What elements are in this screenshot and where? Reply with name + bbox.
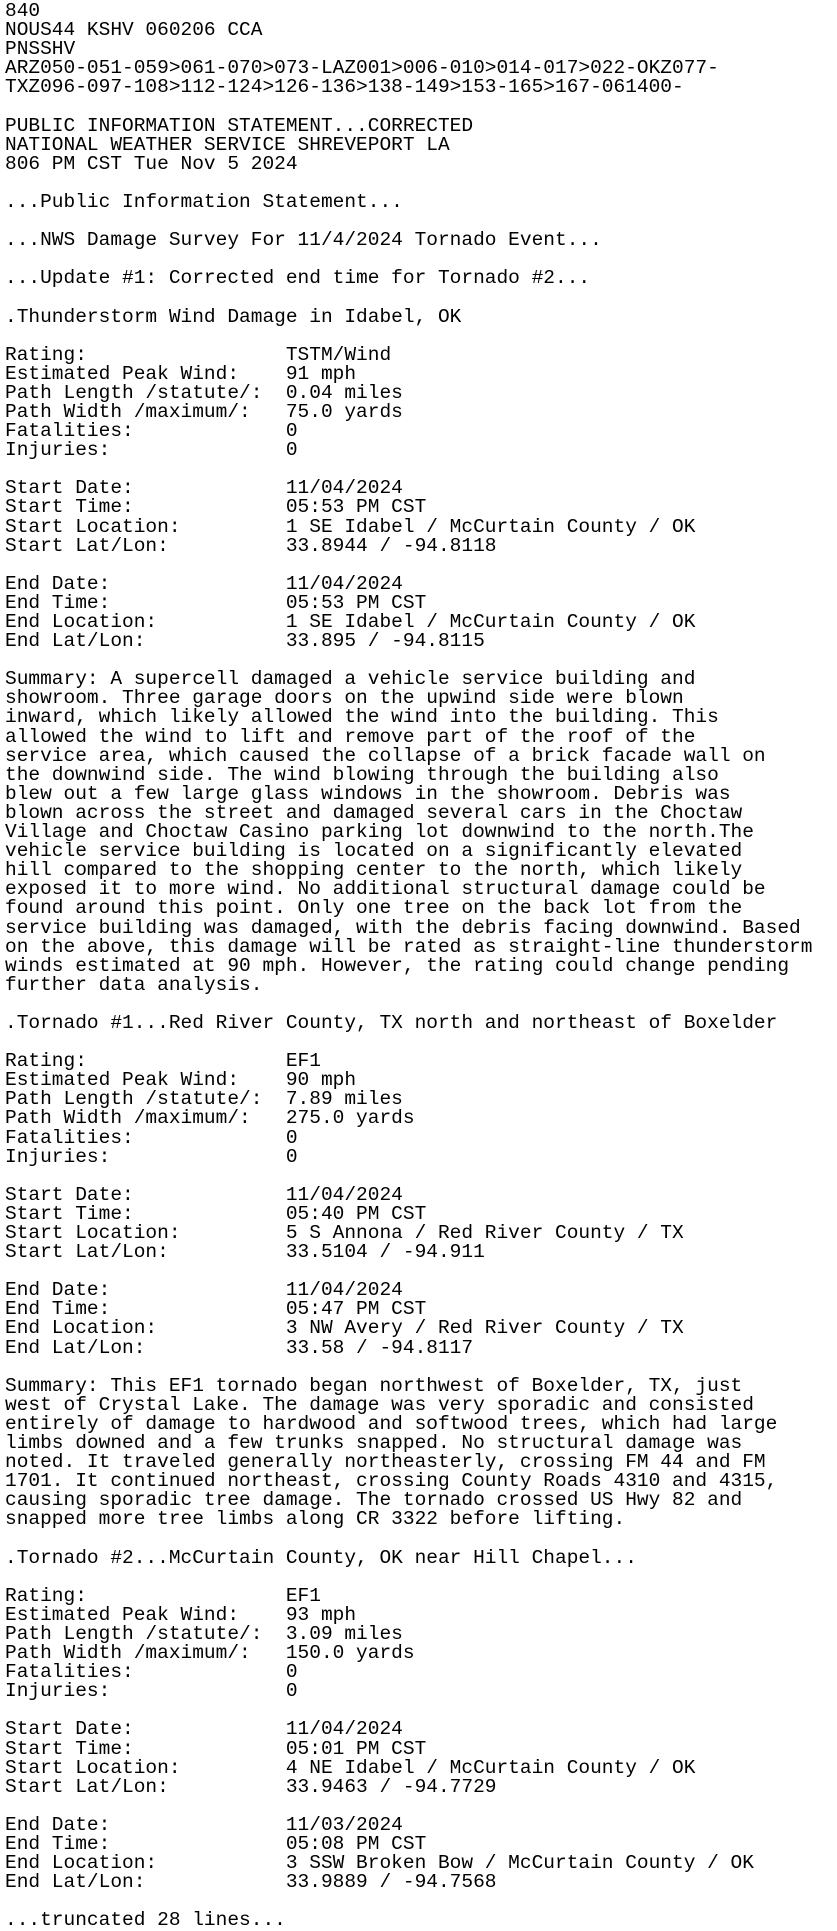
text-line: End Time: 05:08 PM CST: [5, 1833, 427, 1855]
text-line: Start Time: 05:53 PM CST: [5, 496, 427, 519]
text-line: .Tornado #2...McCurtain County, OK near Hill Chapel...: [5, 1546, 637, 1569]
text-line: ...Update #1: Corrected end time for Tornado #2...: [5, 267, 591, 290]
text-line: Start Location: 4 NE Idabel / McCurtain County / OK: [5, 1756, 696, 1779]
text-line: End Lat/Lon: 33.58 / -94.8117: [5, 1336, 474, 1359]
text-line: End Location: 1 SE Idabel / McCurtain County / OK: [5, 611, 696, 633]
text-line: Start Date: 11/04/2024: [5, 1718, 403, 1741]
text-line: causing sporadic tree damage. The tornado crossed US Hwy 82 and: [5, 1489, 743, 1512]
text-line: PUBLIC INFORMATION STATEMENT...CORRECTED: [5, 114, 474, 137]
text-line: exposed it to more wind. No additional structural damage could be: [5, 878, 766, 901]
text-line: Injuries: 0: [5, 1145, 298, 1168]
text-line: snapped more tree limbs along CR 3322 before lifting.: [5, 1508, 626, 1531]
blank-line: [5, 97, 837, 116]
text-line: End Lat/Lon: 33.895 / -94.8115: [5, 630, 485, 653]
blank-line: [5, 556, 837, 575]
text-line: Rating: EF1: [5, 1584, 321, 1607]
text-line: on the above, this damage will be rated as straight-line thunderstorm: [5, 935, 813, 958]
text-line: Path Length /statute/: 3.09 miles: [5, 1622, 403, 1645]
text-line: allowed the wind to lift and remove part of the roof of the: [5, 725, 696, 748]
text-line: Rating: TSTM/Wind: [5, 343, 392, 366]
text-line: inward, which likely allowed the wind into the building. This: [5, 706, 719, 729]
text-line: End Date: 11/03/2024: [5, 1813, 403, 1836]
text-line: entirely of damage to hardwood and softwood trees, which had large: [5, 1412, 778, 1435]
text-line: vehicle service building is located on a significantly elevated: [5, 840, 743, 863]
text-line: ...NWS Damage Survey For 11/4/2024 Tornado Event...: [5, 229, 602, 252]
text-line: noted. It traveled generally northeasterly, crossing FM 44 and FM: [5, 1451, 766, 1474]
blank-line: [5, 327, 837, 346]
text-line: End Date: 11/04/2024: [5, 572, 403, 595]
text-line: showroom. Three garage doors on the upwind side were blown: [5, 687, 684, 710]
text-line: Path Length /statute/: 7.89 miles: [5, 1088, 403, 1111]
text-line: ...Public Information Statement...: [5, 190, 403, 213]
text-line: .Tornado #1...Red River County, TX north and northeast of Boxelder: [5, 1011, 778, 1034]
text-line: hill compared to the shopping center to the north, which likely: [5, 859, 743, 882]
text-line: blew out a few large glass windows in the showroom. Debris was: [5, 782, 731, 805]
text-line: PNSSHV: [5, 38, 76, 61]
text-line: .Thunderstorm Wind Damage in Idabel, OK: [5, 305, 462, 328]
text-line: End Time: 05:47 PM CST: [5, 1298, 427, 1321]
text-line: Path Width /maximum/: 150.0 yards: [5, 1642, 415, 1665]
text-line: Path Width /maximum/: 75.0 yards: [5, 400, 403, 423]
text-line: Path Length /statute/: 0.04 miles: [5, 381, 403, 404]
text-line: End Date: 11/04/2024: [5, 1279, 403, 1302]
text-line: service building was damaged, with the debris facing downwind. Based: [5, 916, 801, 939]
text-line: limbs downed and a few trunks snapped. No structural damage was: [5, 1432, 743, 1455]
text-line: Village and Choctaw Casino parking lot downwind to the north.The: [5, 821, 754, 844]
text-line: 1701. It continued northeast, crossing County Roads 4310 and 4315,: [5, 1470, 778, 1493]
text-line: further data analysis.: [5, 973, 263, 996]
text-line: Start Date: 11/04/2024: [5, 1183, 403, 1206]
text-line: Start Lat/Lon: 33.9463 / -94.7729: [5, 1775, 497, 1798]
text-line: Estimated Peak Wind: 90 mph: [5, 1069, 357, 1092]
text-line: the downwind side. The wind blowing through the building also: [5, 763, 719, 786]
text-line: service area, which caused the collapse of a brick facade wall on: [5, 744, 766, 767]
text-line: Fatalities: 0: [5, 1661, 298, 1684]
text-line: ARZ050-051-059>061-070>073-LAZ001>006-010>014-017>022-OKZ077-: [5, 57, 719, 80]
text-line: blown across the street and damaged several cars in the Choctaw: [5, 801, 743, 824]
text-line: 840: [5, 0, 41, 22]
text-line: Start Time: 05:01 PM CST: [5, 1737, 427, 1760]
text-line: 806 PM CST Tue Nov 5 2024: [5, 152, 298, 175]
text-line: Injuries: 0: [5, 439, 298, 462]
text-line: Fatalities: 0: [5, 1126, 298, 1149]
blank-line: [5, 1358, 837, 1377]
text-line: Rating: EF1: [5, 1050, 321, 1073]
text-line: west of Crystal Lake. The damage was very sporadic and consisted: [5, 1393, 754, 1416]
blank-line: [5, 1167, 837, 1186]
text-line: winds estimated at 90 mph. However, the rating could change pending: [5, 954, 790, 977]
text-line: End Time: 05:53 PM CST: [5, 591, 427, 614]
text-line: Start Lat/Lon: 33.5104 / -94.911: [5, 1241, 485, 1264]
text-line: found around this point. Only one tree on the back lot from the: [5, 897, 743, 920]
text-line: Path Width /maximum/: 275.0 yards: [5, 1107, 415, 1130]
text-line: Start Location: 5 S Annona / Red River County / TX: [5, 1222, 684, 1244]
blank-line: [5, 1530, 837, 1549]
blank-line: [5, 1568, 837, 1587]
text-line: TXZ096-097-108>112-124>126-136>138-149>153-165>167-061400-: [5, 76, 684, 99]
text-line: ...truncated 28 lines...: [5, 1909, 286, 1931]
text-line: Summary: A supercell damaged a vehicle service building and: [5, 668, 696, 691]
text-line: Injuries: 0: [5, 1680, 298, 1703]
blank-line: [5, 288, 837, 307]
text-line: Estimated Peak Wind: 93 mph: [5, 1603, 357, 1626]
text-line: Fatalities: 0: [5, 420, 298, 443]
text-line: Start Location: 1 SE Idabel / McCurtain County / OK: [5, 515, 696, 538]
text-line: Start Time: 05:40 PM CST: [5, 1202, 427, 1225]
text-line: Estimated Peak Wind: 91 mph: [5, 362, 357, 385]
text-line: Summary: This EF1 tornado began northwest of Boxelder, TX, just: [5, 1374, 743, 1397]
text-line: NATIONAL WEATHER SERVICE SHREVEPORT LA: [5, 133, 450, 156]
text-line: Start Date: 11/04/2024: [5, 477, 403, 500]
text-line: End Location: 3 NW Avery / Red River County / TX: [5, 1317, 684, 1340]
text-line: NOUS44 KSHV 060206 CCA: [5, 19, 263, 42]
text-line: Start Lat/Lon: 33.8944 / -94.8118: [5, 534, 497, 557]
text-line: End Lat/Lon: 33.9889 / -94.7568: [5, 1871, 497, 1894]
text-line: End Location: 3 SSW Broken Bow / McCurtain County / OK: [5, 1852, 754, 1875]
